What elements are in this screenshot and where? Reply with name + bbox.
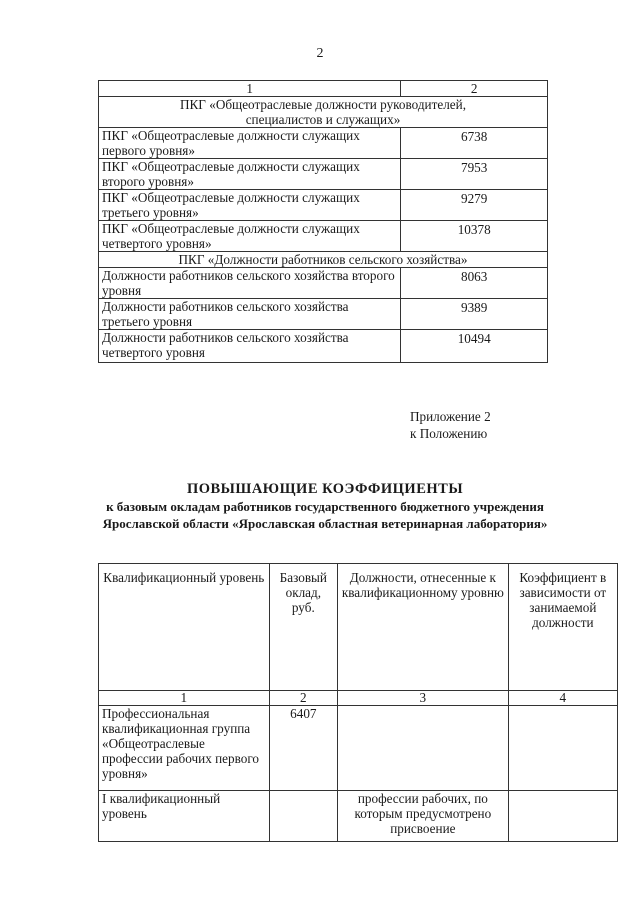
salary-cell: 10494 — [401, 330, 548, 363]
column-number: 3 — [338, 691, 509, 706]
section-heading: ПКГ «Должности работников сельского хозяйства» — [99, 252, 548, 268]
salary-cell: 7953 — [401, 159, 548, 190]
table-row — [99, 330, 548, 363]
salary-cell: 8063 — [401, 268, 548, 299]
coefficient-cell — [508, 706, 617, 791]
document-heading — [100, 480, 550, 532]
base-salary-cell: 6407 — [269, 706, 337, 791]
table-header-row — [99, 564, 618, 691]
appendix-line: Приложение 2 — [410, 409, 491, 424]
positions-cell — [338, 706, 509, 791]
column-header: Базовый оклад, руб. — [269, 564, 337, 691]
table-row — [99, 190, 548, 221]
qualification-cell: I квалификационный уровень — [99, 791, 270, 842]
table-header-row — [99, 81, 548, 97]
position-group-cell: ПКГ «Общеотраслевые должности служащих четвертого уровня» — [99, 221, 401, 252]
salary-table — [98, 80, 548, 363]
heading-subtitle: к базовым окладам работников государственного бюджетного учреждения Ярославской области «Ярославская областная ветеринарная лаборатория» — [102, 499, 548, 531]
salary-cell: 6738 — [401, 128, 548, 159]
page-number: 2 — [316, 46, 324, 61]
column-header: Квалификационный уровень — [99, 564, 270, 691]
table-row — [99, 268, 548, 299]
salary-cell: 9279 — [401, 190, 548, 221]
table-row — [99, 159, 548, 190]
position-group-cell: Должности работников сельского хозяйства второго уровня — [99, 268, 401, 299]
position-group-cell: Должности работников сельского хозяйства четвертого уровня — [99, 330, 401, 363]
position-group-cell: Должности работников сельского хозяйства третьего уровня — [99, 299, 401, 330]
appendix-line: к Положению — [410, 426, 488, 441]
column-number-row — [99, 691, 618, 706]
table-row — [99, 706, 618, 791]
column-header-1: 1 — [99, 81, 401, 97]
position-group-cell: ПКГ «Общеотраслевые должности служащих второго уровня» — [99, 159, 401, 190]
table-row — [99, 221, 548, 252]
salary-cell: 10378 — [401, 221, 548, 252]
table-row — [99, 299, 548, 330]
qualification-cell: Профессиональная квалификационная группа «Общеотраслевые профессии рабочих первого уровня» — [99, 706, 270, 791]
coefficient-cell — [508, 791, 617, 842]
coefficient-table — [98, 563, 618, 842]
positions-cell: профессии рабочих, по которым предусмотрено присвоение — [338, 791, 509, 842]
column-number: 1 — [99, 691, 270, 706]
column-number: 2 — [269, 691, 337, 706]
section-heading: ПКГ «Общеотраслевые должности руководителей, специалистов и служащих» — [99, 97, 548, 128]
position-group-cell: ПКГ «Общеотраслевые должности служащих первого уровня» — [99, 128, 401, 159]
heading-title: ПОВЫШАЮЩИЕ КОЭФФИЦИЕНТЫ — [186, 481, 464, 497]
column-number: 4 — [508, 691, 617, 706]
salary-cell: 9389 — [401, 299, 548, 330]
position-group-cell: ПКГ «Общеотраслевые должности служащих третьего уровня» — [99, 190, 401, 221]
column-header: Коэффициент в зависимости от занимаемой должности — [508, 564, 617, 691]
table-row — [99, 791, 618, 842]
base-salary-cell — [269, 791, 337, 842]
column-header-2: 2 — [401, 81, 548, 97]
appendix-note — [410, 408, 491, 442]
column-header: Должности, отнесенные к квалификационному уровню — [338, 564, 509, 691]
table-row — [99, 128, 548, 159]
